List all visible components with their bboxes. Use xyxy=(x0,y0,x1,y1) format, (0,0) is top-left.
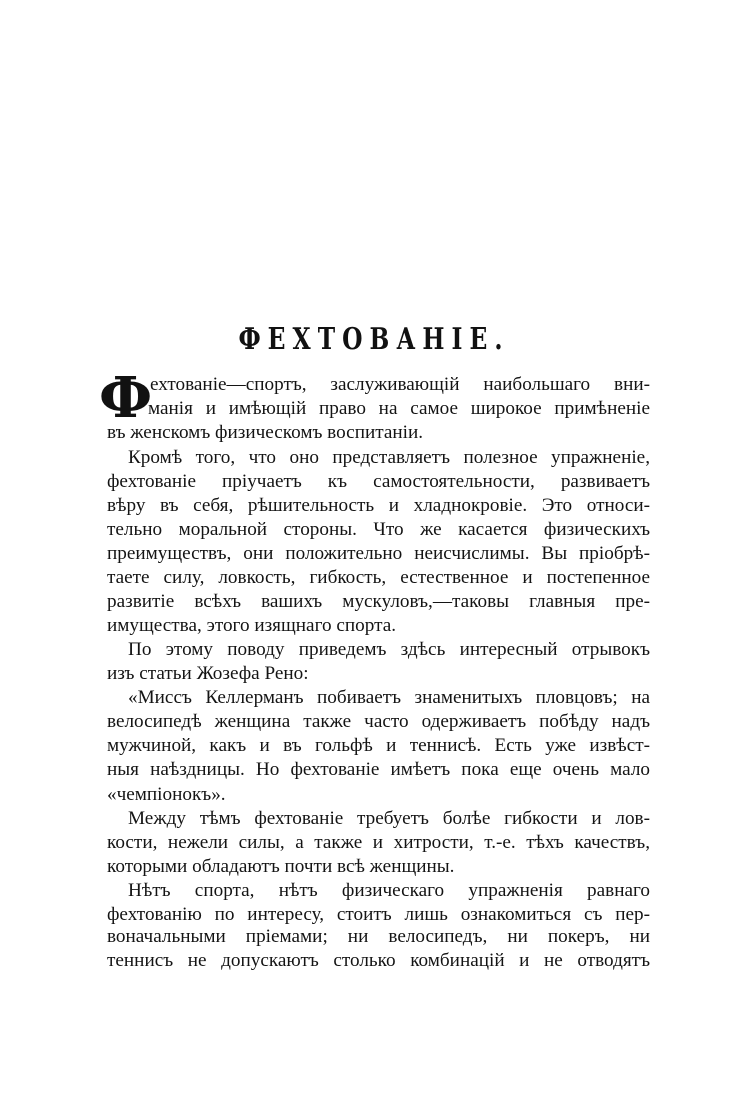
text-line: «Миссъ Келлерманъ побиваетъ знаменитыхъ пловцовъ; на xyxy=(128,687,650,708)
text-line: воначальными пріемами; ни велосипедъ, ни покеръ, ни xyxy=(107,926,650,947)
text-line: велосипедѣ женщина также часто одерживаетъ побѣду надъ xyxy=(107,711,650,732)
text-line: ныя наѣздницы. Но фехтованіе имѣетъ пока еще очень мало xyxy=(107,759,650,780)
text-line: мужчиной, какъ и въ гольфѣ и теннисѣ. Есть уже извѣст- xyxy=(107,735,650,756)
text-line: кости, нежели силы, а также и хитрости, т.-е. тѣхъ качествъ, xyxy=(107,832,650,853)
text-line: ехтованіе—спортъ, заслуживающій наибольшаго вни- xyxy=(150,374,650,395)
text-line: изъ статьи Жозефа Рено: xyxy=(107,663,309,684)
text-line: имущества, этого изящнаго спорта. xyxy=(107,615,397,636)
drop-cap: Ф xyxy=(99,365,153,431)
text-line: развитіе всѣхъ вашихъ мускуловъ,—таковы главныя пре- xyxy=(107,591,650,612)
text-line: таете силу, ловкость, гибкость, естественное и постепенное xyxy=(107,567,650,588)
text-line: въ женскомъ физическомъ воспитаніи. xyxy=(107,422,424,443)
text-line: преимуществъ, они положительно неисчислимы. Вы пріобрѣ- xyxy=(107,543,650,564)
text-line: вѣру въ себя, рѣшительность и хладнокровіе. Это относи- xyxy=(107,495,650,516)
text-line: которыми обладаютъ почти всѣ женщины. xyxy=(107,856,455,877)
text-line: По этому поводу приведемъ здѣсь интересный отрывокъ xyxy=(128,639,650,660)
text-line: Кромѣ того, что оно представляетъ полезное упражненіе, xyxy=(128,447,650,468)
text-line: «чемпіонокъ». xyxy=(107,784,226,805)
chapter-title: ФЕХТОВАНІЕ. xyxy=(238,322,510,357)
text-line: теннисъ не допускаютъ столько комбинацій и не отводятъ xyxy=(107,950,650,971)
text-line: Нѣтъ спорта, нѣтъ физическаго упражненія равнаго xyxy=(128,880,650,901)
text-line: фехтованіе пріучаетъ къ самостоятельности, развиваетъ xyxy=(107,471,650,492)
text-line: тельно моральной стороны. Что же касается физическихъ xyxy=(107,519,650,540)
text-line: Между тѣмъ фехтованіе требуетъ болѣе гибкости и лов- xyxy=(128,808,650,829)
text-line: манія и имѣющій право на самое широкое примѣненіе xyxy=(148,398,650,419)
text-line: фехтованію по интересу, стоитъ лишь ознакомиться съ пер- xyxy=(107,904,650,925)
